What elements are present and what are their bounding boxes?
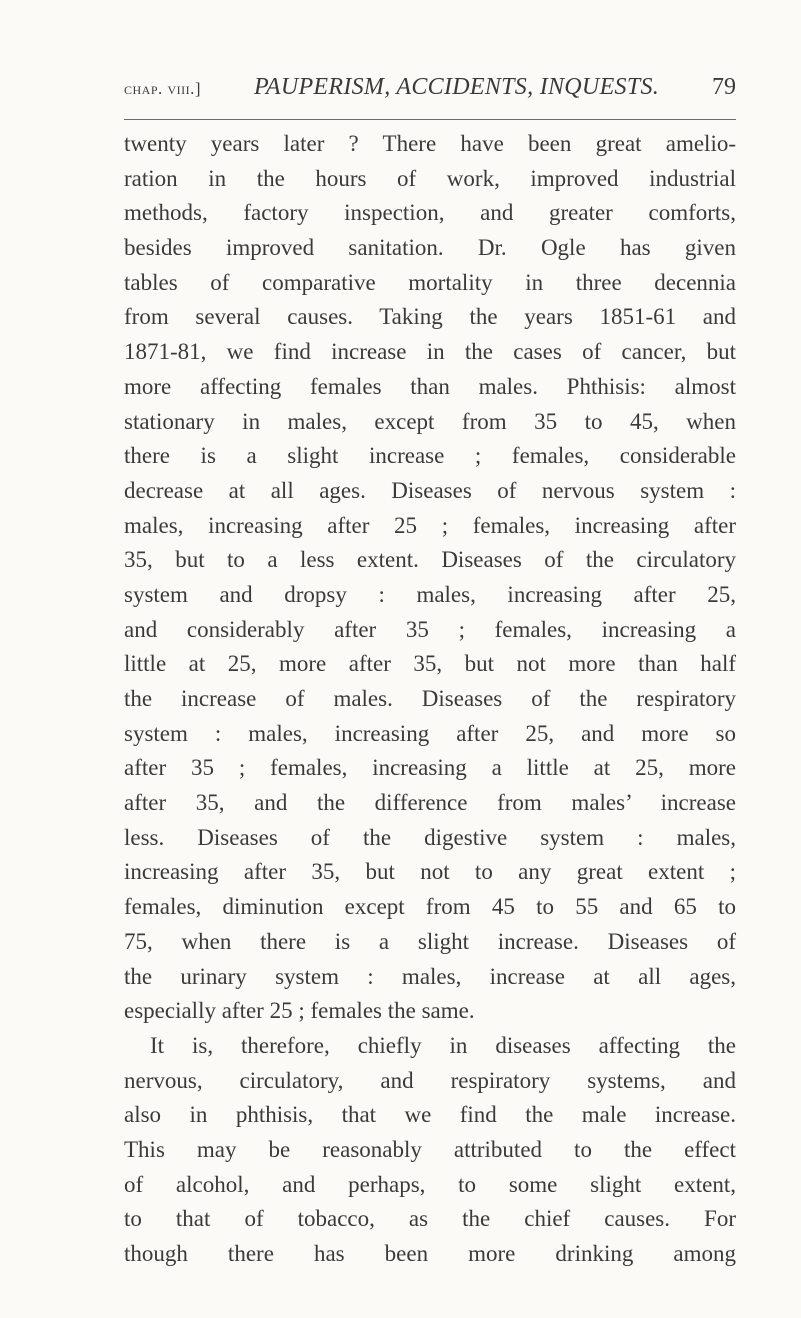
text-line: nervous, circulatory, and respiratory systems, and bbox=[124, 1067, 736, 1093]
text-line: increasing after 35, but not to any great extent ; bbox=[124, 859, 736, 885]
text-line: though there has been more drinking among bbox=[124, 1241, 736, 1266]
text-line: males, increasing after 25 ; females, increasing after bbox=[124, 512, 736, 538]
text-line: It is, therefore, chiefly in diseases affecting the bbox=[150, 1032, 736, 1058]
text-line: from several causes. Taking the years 1851-61 and bbox=[124, 304, 736, 330]
body-text bbox=[124, 127, 736, 1272]
text-line: besides improved sanitation. Dr. Ogle has given bbox=[124, 235, 736, 261]
text-line: there is a slight increase ; females, considerable bbox=[124, 443, 736, 469]
text-line: ration in the hours of work, improved industrial bbox=[124, 165, 736, 191]
text-line: system and dropsy : males, increasing after 25, bbox=[124, 581, 736, 607]
text-line: less. Diseases of the digestive system : males, bbox=[124, 824, 736, 850]
text-line: after 35, and the difference from males’ increase bbox=[124, 790, 736, 816]
text-line: and considerably after 35 ; females, increasing a bbox=[124, 616, 736, 642]
running-head bbox=[124, 74, 736, 108]
text-line: tables of comparative mortality in three decennia bbox=[124, 269, 736, 295]
text-line: of alcohol, and perhaps, to some slight extent, bbox=[124, 1171, 736, 1197]
text-line: more affecting females than males. Phthisis: almost bbox=[124, 373, 736, 399]
text-line: stationary in males, except from 35 to 45, when bbox=[124, 408, 736, 434]
text-line: females, diminution except from 45 to 55 and 65 to bbox=[124, 894, 736, 920]
text-line: to that of tobacco, as the chief causes. For bbox=[124, 1206, 736, 1232]
text-line: methods, factory inspection, and greater comforts, bbox=[124, 200, 736, 226]
text-line: especially after 25 ; females the same. bbox=[124, 998, 475, 1024]
text-line: 1871-81, we find increase in the cases of cancer, but bbox=[124, 339, 736, 365]
text-line: the increase of males. Diseases of the respiratory bbox=[124, 686, 736, 711]
text-line: decrease at all ages. Diseases of nervous system : bbox=[124, 477, 736, 503]
text-line: twenty years later ? There have been great amelio- bbox=[124, 131, 736, 156]
text-line: system : males, increasing after 25, and more so bbox=[124, 720, 736, 746]
text-line: also in phthisis, that we find the male increase. bbox=[124, 1102, 736, 1128]
chapter-label: chap. viii.] bbox=[124, 79, 202, 98]
text-line: 75, when there is a slight increase. Diseases of bbox=[124, 928, 736, 954]
running-head-title: PAUPERISM, ACCIDENTS, INQUESTS. bbox=[254, 74, 660, 100]
text-line: after 35 ; females, increasing a little at 25, more bbox=[124, 755, 736, 781]
text-line: the urinary system : males, increase at all ages, bbox=[124, 963, 736, 989]
page-number: 79 bbox=[712, 74, 736, 100]
header-rule bbox=[124, 119, 736, 120]
text-line: This may be reasonably attributed to the effect bbox=[124, 1136, 736, 1162]
text-line: little at 25, more after 35, but not more than half bbox=[124, 651, 736, 677]
text-line: 35, but to a less extent. Diseases of the circulatory bbox=[124, 547, 736, 573]
